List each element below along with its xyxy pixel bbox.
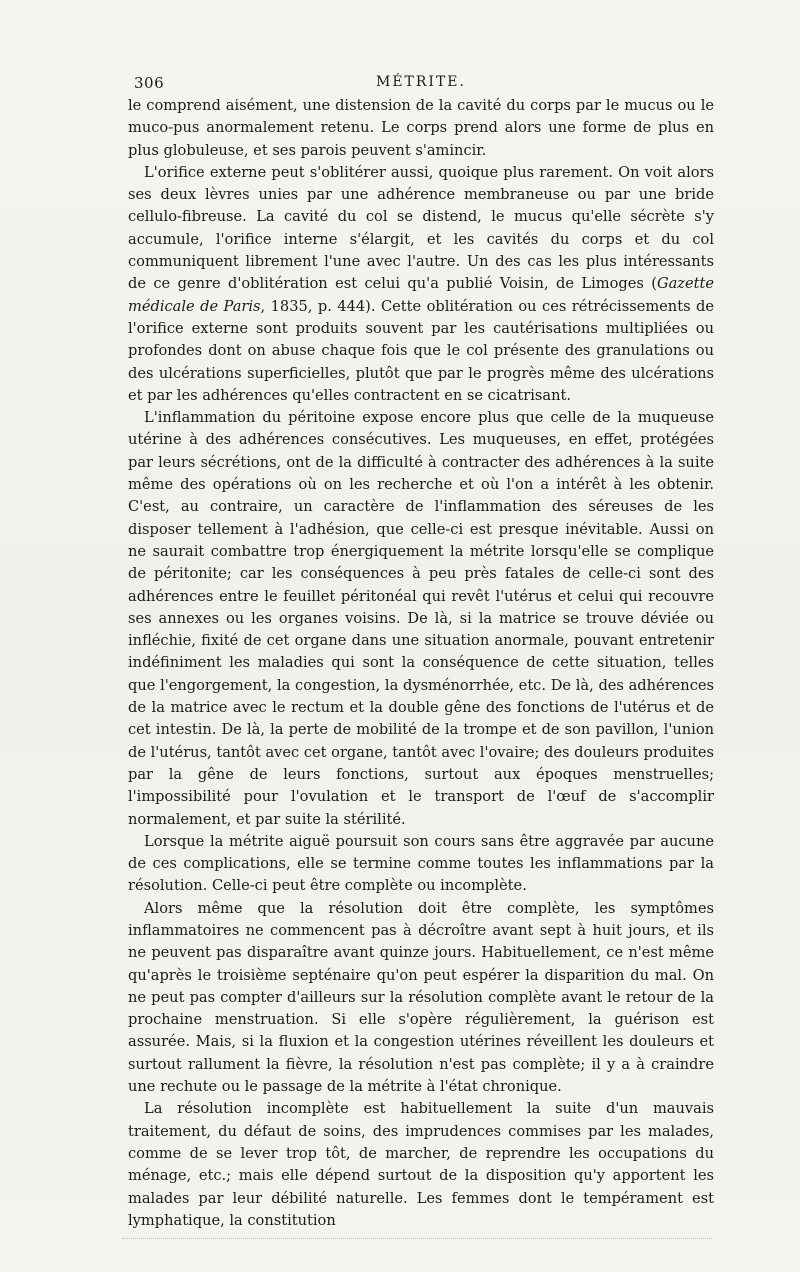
page-number: 306 bbox=[134, 74, 165, 92]
paragraph-text: Lorsque la métrite aiguë poursuit son cours sans être aggravée par aucune de ces complications, elle se termine comme toutes les inflammations par la résolution. Celle-ci peut être complète ou incomplète. bbox=[128, 832, 714, 895]
paragraph-3 bbox=[128, 407, 714, 831]
paragraph-text: , 1835, p. 444). Cette oblitération ou ces rétrécissements de l'orifice externe sont produits souvent par les cautérisations multipliées ou profondes dont on abuse chaque fois que le col présente des granulations ou des ulcérations superficielles, plutôt que par le progrès même des ulcérations et par les adhérences qu'elles contractent en se cicatrisant. bbox=[128, 297, 714, 404]
paragraph-1 bbox=[128, 95, 714, 162]
paragraph-text: La résolution incomplète est habituellement la suite d'un mauvais traitement, du défaut de soins, des imprudences commises par les malades, comme de se lever trop tôt, de marcher, de reprendre les occupations du ménage, etc.; mais elle dépend surtout de la disposition qu'y apportent les malades par leur débilité naturelle. Les femmes dont le tempérament est lymphatique, la constitution bbox=[128, 1100, 714, 1229]
paragraph-6 bbox=[128, 1098, 714, 1232]
running-title: MÉTRITE. bbox=[376, 74, 466, 90]
paragraph-4 bbox=[128, 831, 714, 898]
paragraph-5 bbox=[128, 898, 714, 1099]
paragraph-text: Alors même que la résolution doit être complète, les symptômes inflammatoires ne commencent pas à décroître avant sept à huit jours, et ils ne peuvent pas disparaître avant quinze jours. Habituellement, ce n'est même qu'après le troisième septénaire qu'on peut espérer la disparition du mal. On ne peut pas compter d'ailleurs sur la résolution complète avant le retour de la prochaine menstruation. Si elle s'opère régulièrement, la guérison est assurée. Mais, si la fluxion et la congestion utérines réveillent les douleurs et surtout rallument la fièvre, la résolution n'est pas complète; il y a à craindre une rechute ou le passage de la métrite à l'état chronique. bbox=[128, 899, 714, 1096]
paragraph-text: L'inflammation du péritoine expose encore plus que celle de la muqueuse utérine à des adhérences consécutives. Les muqueuses, en effet, protégées par leurs sécrétions, ont de la difficulté à contracter des adhérences à la suite même des opérations où on les recherche et où l'on a intérêt à les obtenir. C'est, au contraire, un caractère de l'inflammation des séreuses de les disposer tellement à l'adhésion, que celle-ci est presque inévitable. Aussi on ne saurait combattre trop énergiquement la métrite lorsqu'elle se complique de péritonite; car les conséquences à peu près fatales de celle-ci sont des adhérences entre le feuillet péritonéal qui revêt l'utérus et celui qui recouvre ses annexes ou les organes voisins. De là, si la matrice se trouve déviée ou infléchie, fixité de cet organe dans une situation anormale, pouvant entretenir indéfiniment les maladies qui sont la conséquence de cette situation, telles que l'engorgement, la congestion, la dysménorrhée, etc. De là, des adhérences de la matrice avec le rectum et la double gêne des fonctions de l'utérus et de cet intestin. De là, la perte de mobilité de la trompe et de son pavillon, l'union de l'utérus, tantôt avec cet organe, tantôt avec l'ovaire; des douleurs produites par la gêne de leurs fonctions, surtout aux époques menstruelles; l'impossibilité pour l'ovulation et le transport de l'œuf de s'accomplir normalement, et par suite la stérilité. bbox=[128, 409, 714, 828]
page-footer-rule bbox=[122, 1238, 712, 1239]
paragraph-2 bbox=[128, 162, 714, 407]
body-text bbox=[128, 95, 714, 1232]
paragraph-text: le comprend aisément, une distension de la cavité du corps par le mucus ou le muco-pus anormalement retenu. Le corps prend alors une forme de plus en plus globuleuse, et ses parois peuvent s'amincir. bbox=[128, 97, 714, 159]
citation-title: Gazette médicale de Paris bbox=[128, 275, 714, 315]
paragraph-text: L'orifice externe peut s'oblitérer aussi, quoique plus rarement. On voit alors ses deux lèvres unies par une adhérence membraneuse ou par une bride cellulo-fibreuse. La cavité du col se distend, le mucus qu'elle sécrète s'y accumule, l'orifice interne s'élargit, et les cavités du corps et du col communiquent librement l'une avec l'autre. Un des cas les plus intéressants de ce genre d'oblitération est celui qu'a publié Voisin, de Limoges ( bbox=[128, 163, 714, 293]
